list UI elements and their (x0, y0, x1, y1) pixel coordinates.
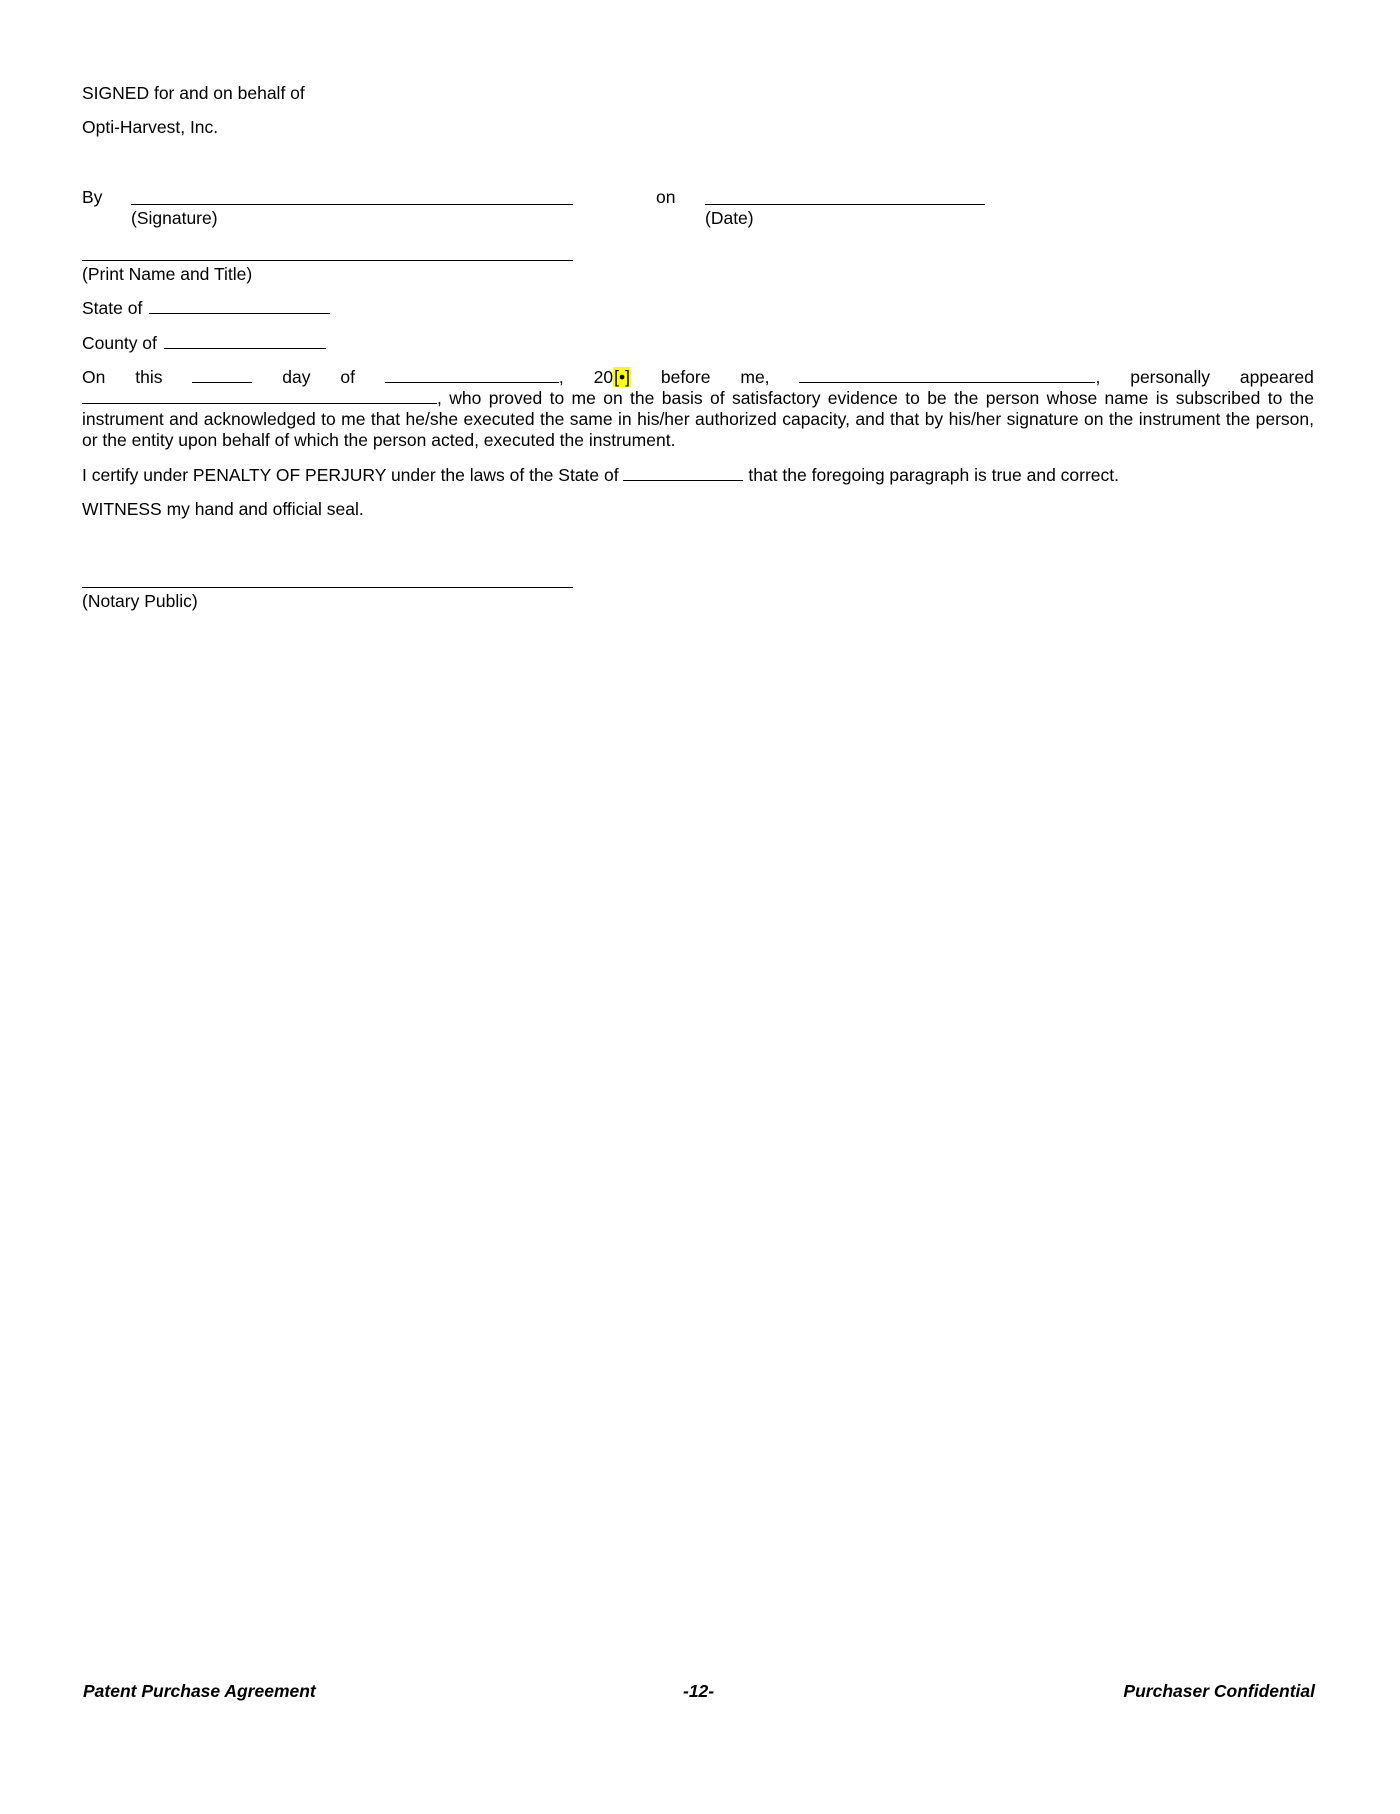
month-blank[interactable] (385, 367, 559, 383)
acknowledgment-line-1 (82, 367, 1314, 388)
comma-1: , (558, 367, 564, 387)
signed-for-text: SIGNED for and on behalf of (82, 83, 305, 103)
day-blank[interactable] (192, 367, 252, 383)
certify-state-blank[interactable] (623, 465, 743, 481)
date-caption: (Date) (705, 208, 754, 228)
comma-2: , (1095, 367, 1101, 387)
notary-signature-line[interactable] (82, 587, 573, 588)
acknowledgment-paragraph (82, 367, 1314, 451)
word-personally: personally (1130, 367, 1210, 387)
notary-caption: (Notary Public) (82, 591, 198, 611)
on-label: on (656, 187, 676, 207)
word-on: On (82, 367, 106, 387)
state-label (82, 298, 330, 318)
word-of: of (340, 367, 355, 387)
footer-right: Purchaser Confidential (1123, 1681, 1315, 1701)
certify-before: I certify under PENALTY OF PERJURY under the laws of the State of (82, 465, 619, 485)
state-label-text: State of (82, 298, 143, 318)
print-name-line[interactable] (82, 260, 573, 261)
by-label: By (82, 187, 103, 207)
county-label (82, 333, 326, 353)
signature-caption: (Signature) (131, 208, 218, 228)
word-this: this (135, 367, 163, 387)
year-placeholder: [•] (614, 367, 630, 387)
certify-after: that the foregoing paragraph is true and correct. (748, 465, 1120, 485)
page-number: -12- (683, 1681, 715, 1701)
state-blank[interactable] (149, 298, 330, 314)
word-me: me, (740, 367, 770, 387)
year-prefix: 20 (593, 367, 614, 387)
county-label-text: County of (82, 333, 157, 353)
acknowledgment-body (82, 388, 1314, 451)
word-day: day (282, 367, 311, 387)
footer-left: Patent Purchase Agreement (83, 1681, 316, 1701)
certify-line (82, 465, 1119, 485)
word-appeared: appeared (1239, 367, 1314, 387)
notary-name-blank[interactable] (799, 367, 1095, 383)
signature-line[interactable] (131, 204, 573, 205)
witness-text: WITNESS my hand and official seal. (82, 499, 364, 519)
acknowledgment-text: , who proved to me on the basis of satisfactory evidence to be the person whose name is subscribed to the instrument and acknowledged to me that he/she executed the same in his/her authorized capacity, and that by his/her signature on the instrument the person, or the entity upon behalf of which the person acted, executed the instrument. (82, 388, 1314, 450)
word-before: before (660, 367, 711, 387)
appeared-name-blank[interactable] (82, 388, 437, 404)
month-blank-group (385, 367, 564, 388)
county-blank[interactable] (164, 333, 326, 349)
print-name-caption: (Print Name and Title) (82, 264, 253, 284)
year-group (594, 367, 631, 388)
date-line[interactable] (705, 204, 985, 205)
company-name: Opti-Harvest, Inc. (82, 117, 219, 137)
notary-name-blank-group (799, 367, 1100, 388)
